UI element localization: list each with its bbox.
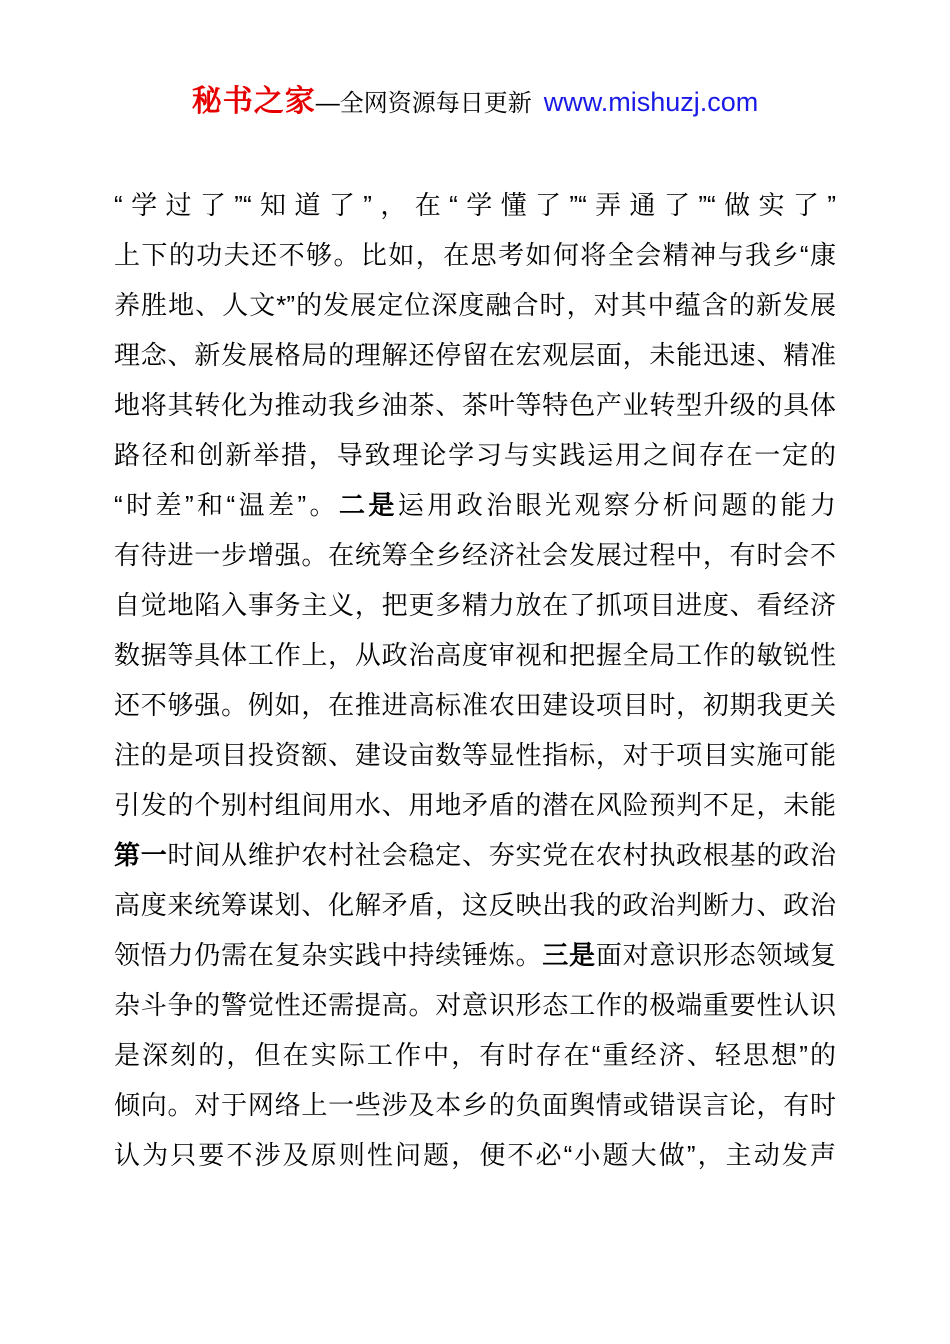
text-line [114, 980, 836, 1030]
text-line [114, 930, 836, 980]
bold-text-segment: 第一 [114, 840, 168, 870]
text-segment: “学过了”“知道了”，在“学懂了”“弄通了”“做实了” [114, 190, 836, 220]
text-segment: 引发的个别村组间用水、用地矛盾的潜在风险预判不足，未能 [114, 790, 836, 820]
text-line [114, 580, 836, 630]
text-segment: 运用政治眼光观察分析问题的能力 [397, 490, 836, 520]
text-line [114, 780, 836, 830]
site-header [0, 84, 950, 125]
bold-text-segment: 三是 [542, 940, 596, 970]
text-line [114, 330, 836, 380]
text-line [114, 430, 836, 480]
document-lines [114, 180, 836, 1180]
text-segment: 理念、新发展格局的理解还停留在宏观层面，未能迅速、精准 [114, 340, 836, 370]
text-line [114, 230, 836, 280]
text-segment: 地将其转化为推动我乡油茶、茶叶等特色产业转型升级的具体 [114, 390, 836, 420]
text-segment: 自觉地陷入事务主义，把更多精力放在了抓项目进度、看经济 [114, 590, 836, 620]
document-body [114, 180, 836, 1180]
text-segment: “时差”和“温差”。 [114, 490, 339, 520]
text-line [114, 530, 836, 580]
text-segment: 领悟力仍需在复杂实践中持续锤炼。 [114, 940, 543, 970]
text-line [114, 730, 836, 780]
text-segment: 有待进一步增强。在统筹全乡经济社会发展过程中，有时会不 [114, 540, 836, 570]
text-segment: 还不够强。例如，在推进高标准农田建设项目时，初期我更关 [114, 690, 836, 720]
text-line [114, 480, 836, 530]
header-tagline: —全网资源每日更新 [315, 90, 532, 117]
text-segment: 是深刻的，但在实际工作中，有时存在“重经济、轻思想”的 [114, 1040, 836, 1070]
text-segment: 上下的功夫还不够。比如，在思考如何将全会精神与我乡“康 [114, 240, 836, 270]
text-segment: 认为只要不涉及原则性问题，便不必“小题大做”，主动发声 [114, 1140, 836, 1170]
text-line [114, 830, 836, 880]
text-segment: 路径和创新举措，导致理论学习与实践运用之间存在一定的 [114, 440, 836, 470]
text-line [114, 180, 836, 230]
text-line [114, 1080, 836, 1130]
text-segment: 数据等具体工作上，从政治高度审视和把握全局工作的敏锐性 [114, 640, 836, 670]
text-segment: 倾向。对于网络上一些涉及本乡的负面舆情或错误言论，有时 [114, 1090, 836, 1120]
brand-name: 秘书之家 [191, 85, 316, 118]
text-line [114, 280, 836, 330]
text-segment: 养胜地、人文*”的发展定位深度融合时，对其中蕴含的新发展 [114, 290, 836, 320]
text-line [114, 880, 836, 930]
text-line [114, 1030, 836, 1080]
text-line [114, 680, 836, 730]
text-segment: 面对意识形态领域复 [595, 940, 836, 970]
text-segment: 高度来统筹谋划、化解矛盾，这反映出我的政治判断力、政治 [114, 890, 836, 920]
text-line [114, 630, 836, 680]
text-line [114, 1130, 836, 1180]
site-url[interactable]: www.mishuzj.com [543, 87, 759, 117]
bold-text-segment: 二是 [339, 490, 398, 520]
text-line [114, 380, 836, 430]
text-segment: 注的是项目投资额、建设亩数等显性指标，对于项目实施可能 [114, 740, 836, 770]
text-segment: 时间从维护农村社会稳定、夯实党在农村执政根基的政治 [167, 840, 836, 870]
text-segment: 杂斗争的警觉性还需提高。对意识形态工作的极端重要性认识 [114, 990, 836, 1020]
